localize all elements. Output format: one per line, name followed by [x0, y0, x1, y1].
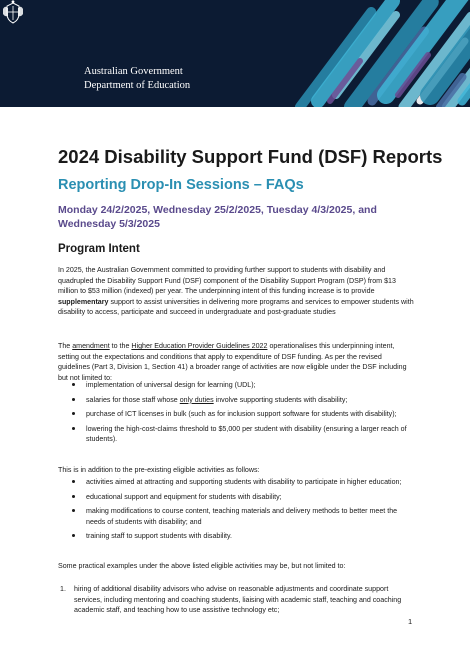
guidelines-link[interactable]: Higher Education Provider Guidelines 2022 [131, 342, 268, 350]
intro-bold-word: supplementary [58, 297, 109, 306]
amendment-text-mid: to the [111, 342, 130, 350]
examples-list [58, 584, 414, 616]
bullet-icon [72, 534, 75, 537]
page-title: 2024 Disability Support Fund (DSF) Reports [58, 146, 443, 167]
examples-paragraph: Some practical examples under the above listed eligible activities may be, but not limited to: [58, 562, 346, 570]
page-subtitle: Reporting Drop-In Sessions – FAQs [58, 177, 304, 193]
intro-paragraph [58, 265, 414, 318]
list-item-text: lowering the high-cost-claims threshold to $5,000 per student with disability (ensuring a larger reach of students). [86, 424, 407, 444]
amendment-paragraph [58, 341, 414, 383]
bullet-icon [72, 509, 75, 512]
list-item-text: activities aimed at attracting and supporting students with disability to participate in higher education; [86, 478, 402, 486]
intro-text-end: support to assist universities in delivering more programs and services to empower students with disability to access, participate and succeed in undergraduate and post-graduate studies [58, 297, 414, 317]
list-item-text: educational support and equipment for students with disability; [86, 492, 282, 501]
eligible-activities-list [72, 380, 414, 449]
list-item-text: hiring of additional disability advisors who advise on reasonable adjustments and coordinate support services, including mentoring and coaching students, liaising with academic staff, teaching and coaching academic staff, and teaching how to use assistive technology etc; [74, 585, 402, 615]
bullet-icon [72, 495, 75, 498]
amendment-text-post: operationalises this underpinning intent, setting out the expectations and conditions that apply to expenditure of DSF funding. As per the revised guidelines (Part 3, Division 1, Section 41) a broader range of activities are now eligible under the DSF including but not limited to: [58, 342, 407, 382]
bullet-icon [72, 427, 75, 430]
intro-text: In 2025, the Australian Government committed to providing further support to students with disability and quadrupled the Disability Support Fund (DSF) component of the Disability Support Program (DSP) from $13 million to $53 million (indexed) per year. The underpinning intent of this funding increase is to provide [58, 266, 396, 296]
list-item [72, 477, 414, 488]
list-item [72, 395, 414, 406]
additional-paragraph: This is in addition to the pre-existing eligible activities as follows: [58, 466, 260, 474]
department-name: Department of Education [84, 80, 191, 91]
bullet-icon [72, 383, 75, 386]
coat-of-arms-logo [0, 0, 26, 26]
list-item [72, 492, 414, 503]
list-item-text: involve supporting students with disability; [215, 395, 348, 404]
section-heading-program-intent: Program Intent [58, 243, 140, 255]
list-item-text: implementation of universal design for learning (UDL); [86, 381, 256, 389]
list-item-text: training staff to support students with disability. [86, 532, 233, 541]
page-number: 1 [408, 617, 413, 626]
list-item-text: making modifications to course content, teaching materials and delivery methods to better meet the needs of students with disability; and [86, 507, 398, 526]
pre-existing-activities-list [72, 477, 414, 546]
list-item [58, 584, 414, 616]
bullet-icon [72, 480, 75, 483]
bullet-icon [72, 398, 75, 401]
underlined-text: only duties [179, 395, 214, 404]
list-item [72, 506, 414, 527]
list-item [72, 380, 414, 391]
list-item-text: salaries for those staff whose [86, 395, 178, 404]
header-banner [0, 0, 470, 107]
bullet-icon [72, 412, 75, 415]
list-item [72, 424, 414, 445]
government-name: Australian Government [84, 66, 183, 77]
list-item-text: purchase of ICT licenses in bulk (such as for inclusion support software for students with disability); [86, 410, 397, 419]
list-item [72, 531, 414, 542]
amendment-link[interactable]: amendment [72, 342, 110, 350]
list-item [72, 409, 414, 420]
decorative-stripes [0, 0, 470, 107]
session-dates: Monday 24/2/2025, Wednesday 25/2/2025, Tuesday 4/3/2025, and Wednesday 5/3/2025 [58, 204, 377, 230]
amendment-text-pre: The [58, 342, 71, 350]
list-number: 1. [60, 585, 66, 593]
